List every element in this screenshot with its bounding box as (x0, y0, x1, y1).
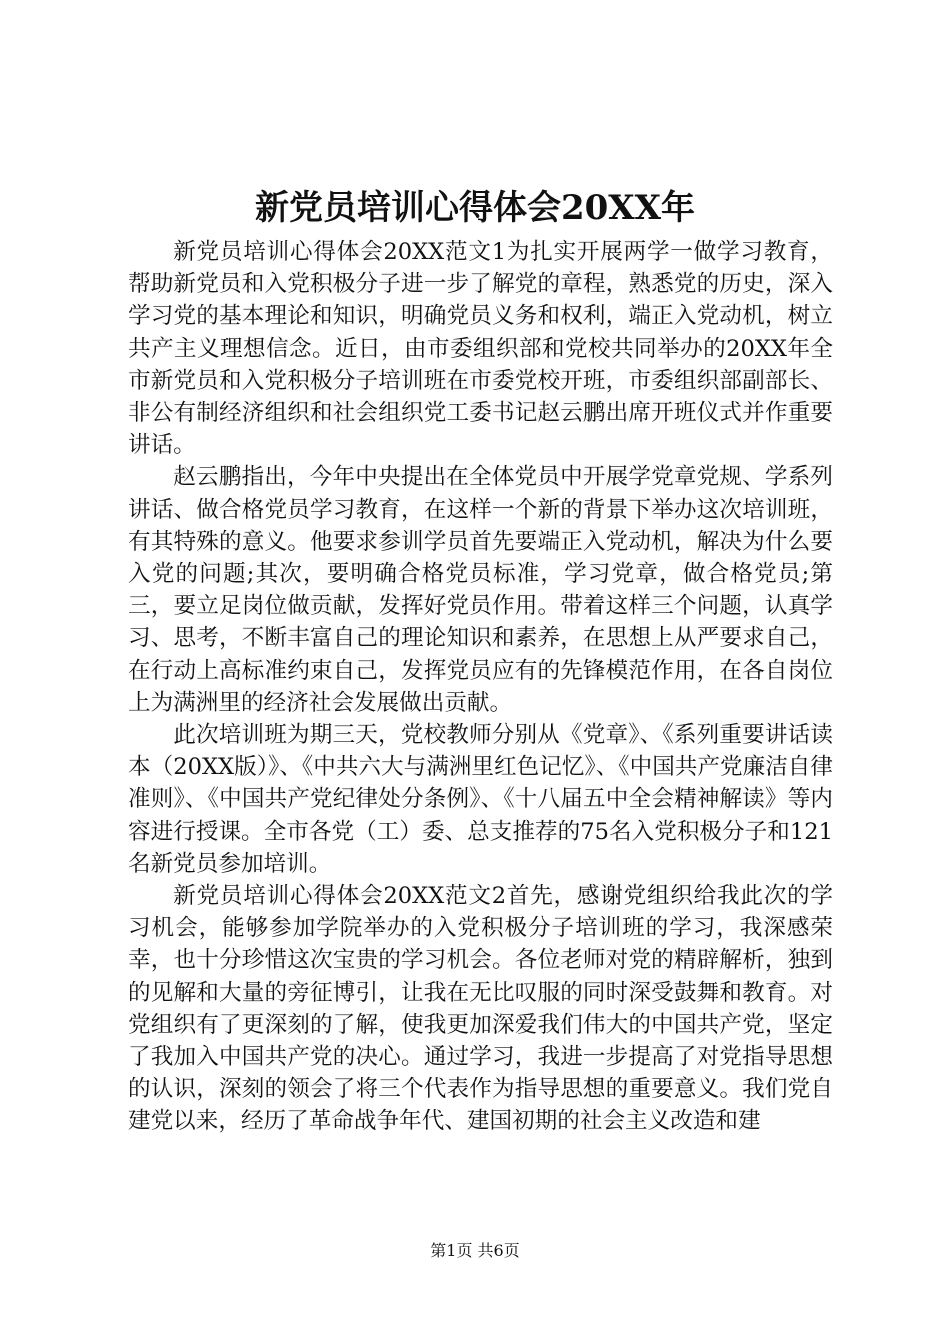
paragraph-2: 赵云鹏指出，今年中央提出在全体党员中开展学党章党规、学系列讲话、做合格党员学习教育，在这样一个新的背景下举办这次培训班，有其特殊的意义。他要求参训学员首先要端正入党动机，解决为什么要入党的问题;其次，要明确合格党员标准，学习党章，做合格党员;第三，要立足岗位做贡献，发挥好党员作用。带着这样三个问题，认真学习、思考，不断丰富自己的理论知识和素养，在思想上从严要求自己，在行动上高标准约束自己，发挥党员应有的先锋模范作用，在各自岗位上为满洲里的经济社会发展做出贡献。 (128, 464, 833, 716)
document-title: 新党员培训心得体会20XX年 (254, 188, 696, 228)
document-body (128, 236, 833, 1138)
page-number: 第1页 共6页 (430, 1241, 520, 1260)
paragraph-3: 此次培训班为期三天，党校教师分别从《党章》、《系列重要讲话读本（20XX版）》、《中共六大与满洲里红色记忆》、《中国共产党廉洁自律准则》、《中国共产党纪律处分条例》、《十八届五中全会精神解读》等内容进行授课。全市各党（工）委、总支推荐的75名入党积极分子和121名新党员参加培训。 (128, 722, 833, 877)
paragraph-1: 新党员培训心得体会20XX范文1为扎实开展两学一做学习教育，帮助新党员和入党积极分子进一步了解党的章程，熟悉党的历史，深入学习党的基本理论和知识，明确党员义务和权利，端正入党动机，树立共产主义理想信念。近日，由市委组织部和党校共同举办的20XX年全市新党员和入党积极分子培训班在市委党校开班，市委组织部副部长、非公有制经济组织和社会组织党工委书记赵云鹏出席开班仪式并作重要讲话。 (128, 239, 833, 459)
paragraph-4: 新党员培训心得体会20XX范文2首先，感谢党组织给我此次的学习机会，能够参加学院举办的入党积极分子培训班的学习，我深感荣幸，也十分珍惜这次宝贵的学习机会。各位老师对党的精辟解析，独到的见解和大量的旁征博引，让我在无比叹服的同时深受鼓舞和教育。对党组织有了更深刻的了解，使我更加深爱我们伟大的中国共产党，坚定了我加入中国共产党的决心。通过学习，我进一步提高了对党指导思想的认识，深刻的领会了将三个代表作为指导思想的重要意义。我们党自建党以来，经历了革命战争年代、建国初期的社会主义改造和建 (128, 883, 833, 1135)
